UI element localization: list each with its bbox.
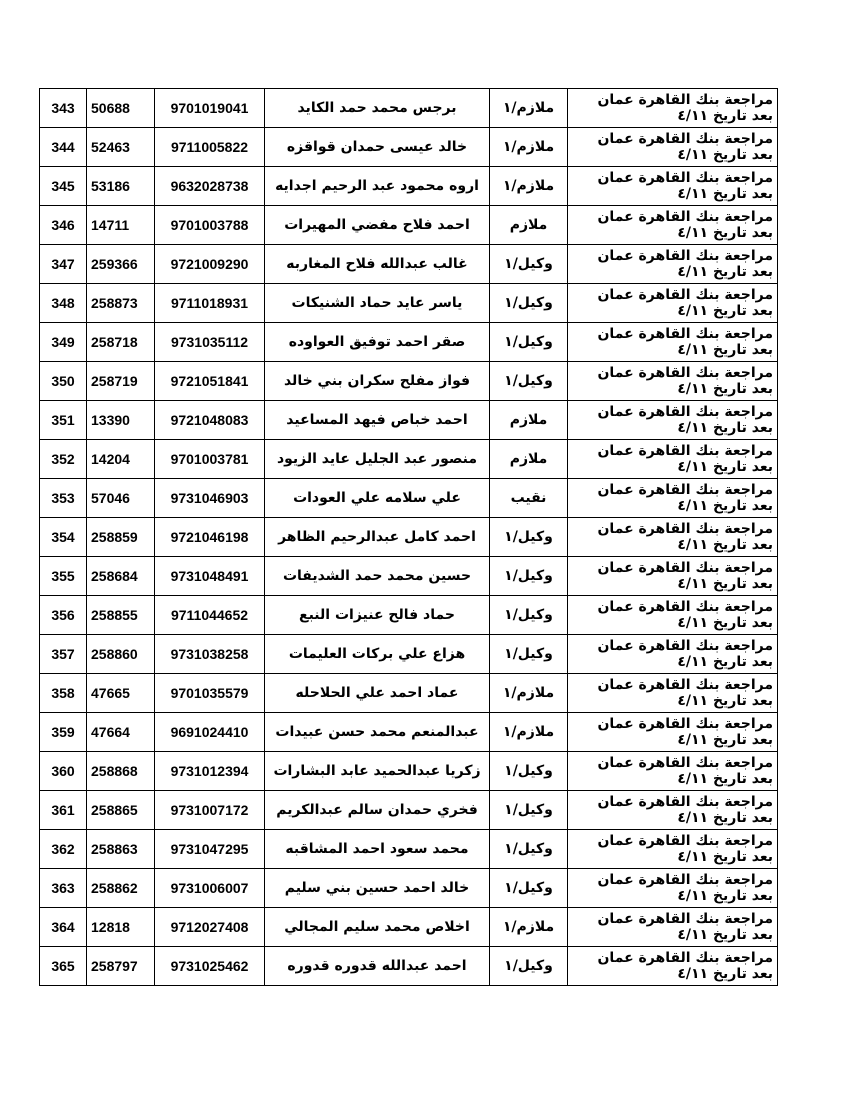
cell-name: اروه محمود عبد الرحيم اجدايه [265, 167, 490, 206]
cell-index: 358 [40, 674, 87, 713]
cell-index: 361 [40, 791, 87, 830]
cell-index: 365 [40, 947, 87, 986]
table-row [40, 869, 778, 908]
cell-index: 351 [40, 401, 87, 440]
cell-military-no: 258862 [87, 869, 155, 908]
cell-index: 344 [40, 128, 87, 167]
cell-national-id: 9731006007 [155, 869, 265, 908]
cell-military-no: 57046 [87, 479, 155, 518]
cell-index: 360 [40, 752, 87, 791]
cell-national-id: 9731025462 [155, 947, 265, 986]
cell-military-no: 50688 [87, 89, 155, 128]
cell-note: مراجعة بنك القاهرة عمان بعد تاريخ ٤/١١ [568, 284, 778, 323]
cell-name: احمد خباص فيهد المساعيد [265, 401, 490, 440]
cell-military-no: 258868 [87, 752, 155, 791]
cell-name: محمد سعود احمد المشاقبه [265, 830, 490, 869]
cell-note: مراجعة بنك القاهرة عمان بعد تاريخ ٤/١١ [568, 245, 778, 284]
cell-military-no: 258855 [87, 596, 155, 635]
cell-national-id: 9701035579 [155, 674, 265, 713]
table-row [40, 908, 778, 947]
cell-name: ياسر عايد حماد الشنيكات [265, 284, 490, 323]
cell-index: 350 [40, 362, 87, 401]
records-table-body [40, 89, 778, 986]
cell-index: 363 [40, 869, 87, 908]
cell-military-no: 53186 [87, 167, 155, 206]
table-row [40, 557, 778, 596]
cell-note: مراجعة بنك القاهرة عمان بعد تاريخ ٤/١١ [568, 323, 778, 362]
cell-note: مراجعة بنك القاهرة عمان بعد تاريخ ٤/١١ [568, 128, 778, 167]
cell-national-id: 9731012394 [155, 752, 265, 791]
table-row [40, 284, 778, 323]
cell-name: حماد فالح عنيزات النبع [265, 596, 490, 635]
cell-index: 354 [40, 518, 87, 557]
cell-national-id: 9701019041 [155, 89, 265, 128]
table-row [40, 596, 778, 635]
cell-index: 364 [40, 908, 87, 947]
cell-note: مراجعة بنك القاهرة عمان بعد تاريخ ٤/١١ [568, 674, 778, 713]
table-row [40, 479, 778, 518]
table-row [40, 713, 778, 752]
cell-rank: ملازم/١ [490, 167, 568, 206]
cell-national-id: 9721009290 [155, 245, 265, 284]
table-row [40, 323, 778, 362]
cell-military-no: 14204 [87, 440, 155, 479]
cell-military-no: 259366 [87, 245, 155, 284]
cell-note: مراجعة بنك القاهرة عمان بعد تاريخ ٤/١١ [568, 869, 778, 908]
table-row [40, 401, 778, 440]
cell-military-no: 258719 [87, 362, 155, 401]
table-row [40, 245, 778, 284]
cell-military-no: 258684 [87, 557, 155, 596]
cell-national-id: 9711005822 [155, 128, 265, 167]
cell-name: زكريا عبدالحميد عابد البشارات [265, 752, 490, 791]
cell-military-no: 258859 [87, 518, 155, 557]
cell-index: 362 [40, 830, 87, 869]
cell-military-no: 258873 [87, 284, 155, 323]
cell-national-id: 9731007172 [155, 791, 265, 830]
cell-index: 347 [40, 245, 87, 284]
cell-rank: ملازم/١ [490, 89, 568, 128]
cell-name: برجس محمد حمد الكايد [265, 89, 490, 128]
cell-national-id: 9691024410 [155, 713, 265, 752]
cell-rank: وكيل/١ [490, 752, 568, 791]
cell-rank: وكيل/١ [490, 791, 568, 830]
cell-name: غالب عبدالله فلاح المغاربه [265, 245, 490, 284]
cell-rank: ملازم [490, 206, 568, 245]
cell-national-id: 9711018931 [155, 284, 265, 323]
table-row [40, 635, 778, 674]
cell-rank: ملازم/١ [490, 128, 568, 167]
cell-note: مراجعة بنك القاهرة عمان بعد تاريخ ٤/١١ [568, 401, 778, 440]
cell-name: اخلاص محمد سليم المجالي [265, 908, 490, 947]
cell-national-id: 9731038258 [155, 635, 265, 674]
cell-national-id: 9731046903 [155, 479, 265, 518]
records-table [39, 88, 778, 986]
cell-note: مراجعة بنك القاهرة عمان بعد تاريخ ٤/١١ [568, 752, 778, 791]
cell-national-id: 9712027408 [155, 908, 265, 947]
cell-rank: ملازم/١ [490, 908, 568, 947]
table-row [40, 752, 778, 791]
cell-note: مراجعة بنك القاهرة عمان بعد تاريخ ٤/١١ [568, 89, 778, 128]
cell-note: مراجعة بنك القاهرة عمان بعد تاريخ ٤/١١ [568, 440, 778, 479]
cell-national-id: 9721046198 [155, 518, 265, 557]
cell-rank: وكيل/١ [490, 284, 568, 323]
cell-note: مراجعة بنك القاهرة عمان بعد تاريخ ٤/١١ [568, 635, 778, 674]
cell-note: مراجعة بنك القاهرة عمان بعد تاريخ ٤/١١ [568, 479, 778, 518]
cell-military-no: 47664 [87, 713, 155, 752]
cell-name: احمد فلاح مفضي المهيرات [265, 206, 490, 245]
cell-rank: وكيل/١ [490, 245, 568, 284]
cell-note: مراجعة بنك القاهرة عمان بعد تاريخ ٤/١١ [568, 518, 778, 557]
cell-name: عماد احمد علي الحلاحله [265, 674, 490, 713]
cell-national-id: 9721051841 [155, 362, 265, 401]
cell-rank: وكيل/١ [490, 596, 568, 635]
table-row [40, 440, 778, 479]
cell-rank: وكيل/١ [490, 830, 568, 869]
cell-military-no: 258860 [87, 635, 155, 674]
cell-index: 346 [40, 206, 87, 245]
cell-name: خالد عيسى حمدان قواقزه [265, 128, 490, 167]
cell-note: مراجعة بنك القاهرة عمان بعد تاريخ ٤/١١ [568, 167, 778, 206]
cell-national-id: 9632028738 [155, 167, 265, 206]
table-row [40, 791, 778, 830]
cell-rank: نقيب [490, 479, 568, 518]
cell-note: مراجعة بنك القاهرة عمان بعد تاريخ ٤/١١ [568, 908, 778, 947]
cell-national-id: 9721048083 [155, 401, 265, 440]
cell-rank: ملازم/١ [490, 713, 568, 752]
cell-index: 352 [40, 440, 87, 479]
cell-military-no: 258797 [87, 947, 155, 986]
table-row [40, 830, 778, 869]
cell-name: علي سلامه علي العودات [265, 479, 490, 518]
cell-military-no: 12818 [87, 908, 155, 947]
table-row [40, 206, 778, 245]
table-row [40, 362, 778, 401]
cell-note: مراجعة بنك القاهرة عمان بعد تاريخ ٤/١١ [568, 947, 778, 986]
cell-rank: وكيل/١ [490, 869, 568, 908]
cell-national-id: 9701003788 [155, 206, 265, 245]
cell-name: صقر احمد توفيق العواوده [265, 323, 490, 362]
cell-rank: وكيل/١ [490, 518, 568, 557]
cell-rank: ملازم/١ [490, 674, 568, 713]
cell-name: حسين محمد حمد الشديفات [265, 557, 490, 596]
cell-note: مراجعة بنك القاهرة عمان بعد تاريخ ٤/١١ [568, 830, 778, 869]
cell-rank: وكيل/١ [490, 323, 568, 362]
cell-national-id: 9711044652 [155, 596, 265, 635]
cell-national-id: 9731048491 [155, 557, 265, 596]
cell-note: مراجعة بنك القاهرة عمان بعد تاريخ ٤/١١ [568, 206, 778, 245]
cell-military-no: 258863 [87, 830, 155, 869]
table-row [40, 518, 778, 557]
cell-name: عبدالمنعم محمد حسن عبيدات [265, 713, 490, 752]
table-row [40, 128, 778, 167]
cell-military-no: 258718 [87, 323, 155, 362]
cell-index: 357 [40, 635, 87, 674]
cell-rank: وكيل/١ [490, 557, 568, 596]
cell-rank: وكيل/١ [490, 635, 568, 674]
table-row [40, 947, 778, 986]
cell-national-id: 9731035112 [155, 323, 265, 362]
cell-rank: وكيل/١ [490, 947, 568, 986]
cell-note: مراجعة بنك القاهرة عمان بعد تاريخ ٤/١١ [568, 791, 778, 830]
cell-index: 345 [40, 167, 87, 206]
cell-name: فواز مفلح سكران بني خالد [265, 362, 490, 401]
cell-index: 353 [40, 479, 87, 518]
cell-military-no: 14711 [87, 206, 155, 245]
cell-military-no: 47665 [87, 674, 155, 713]
cell-name: احمد كامل عبدالرحيم الظاهر [265, 518, 490, 557]
cell-name: فخري حمدان سالم عبدالكريم [265, 791, 490, 830]
cell-name: منصور عبد الجليل عايد الزيود [265, 440, 490, 479]
cell-index: 348 [40, 284, 87, 323]
cell-index: 356 [40, 596, 87, 635]
table-row [40, 167, 778, 206]
cell-note: مراجعة بنك القاهرة عمان بعد تاريخ ٤/١١ [568, 596, 778, 635]
cell-name: هزاع علي بركات العليمات [265, 635, 490, 674]
cell-index: 355 [40, 557, 87, 596]
cell-note: مراجعة بنك القاهرة عمان بعد تاريخ ٤/١١ [568, 713, 778, 752]
cell-national-id: 9701003781 [155, 440, 265, 479]
cell-military-no: 13390 [87, 401, 155, 440]
cell-index: 359 [40, 713, 87, 752]
cell-index: 343 [40, 89, 87, 128]
cell-national-id: 9731047295 [155, 830, 265, 869]
cell-index: 349 [40, 323, 87, 362]
cell-name: خالد احمد حسين بني سليم [265, 869, 490, 908]
table-row [40, 89, 778, 128]
cell-rank: وكيل/١ [490, 362, 568, 401]
cell-rank: ملازم [490, 440, 568, 479]
cell-note: مراجعة بنك القاهرة عمان بعد تاريخ ٤/١١ [568, 557, 778, 596]
cell-name: احمد عبدالله قدوره قدوره [265, 947, 490, 986]
cell-rank: ملازم [490, 401, 568, 440]
cell-military-no: 258865 [87, 791, 155, 830]
cell-military-no: 52463 [87, 128, 155, 167]
table-row [40, 674, 778, 713]
cell-note: مراجعة بنك القاهرة عمان بعد تاريخ ٤/١١ [568, 362, 778, 401]
